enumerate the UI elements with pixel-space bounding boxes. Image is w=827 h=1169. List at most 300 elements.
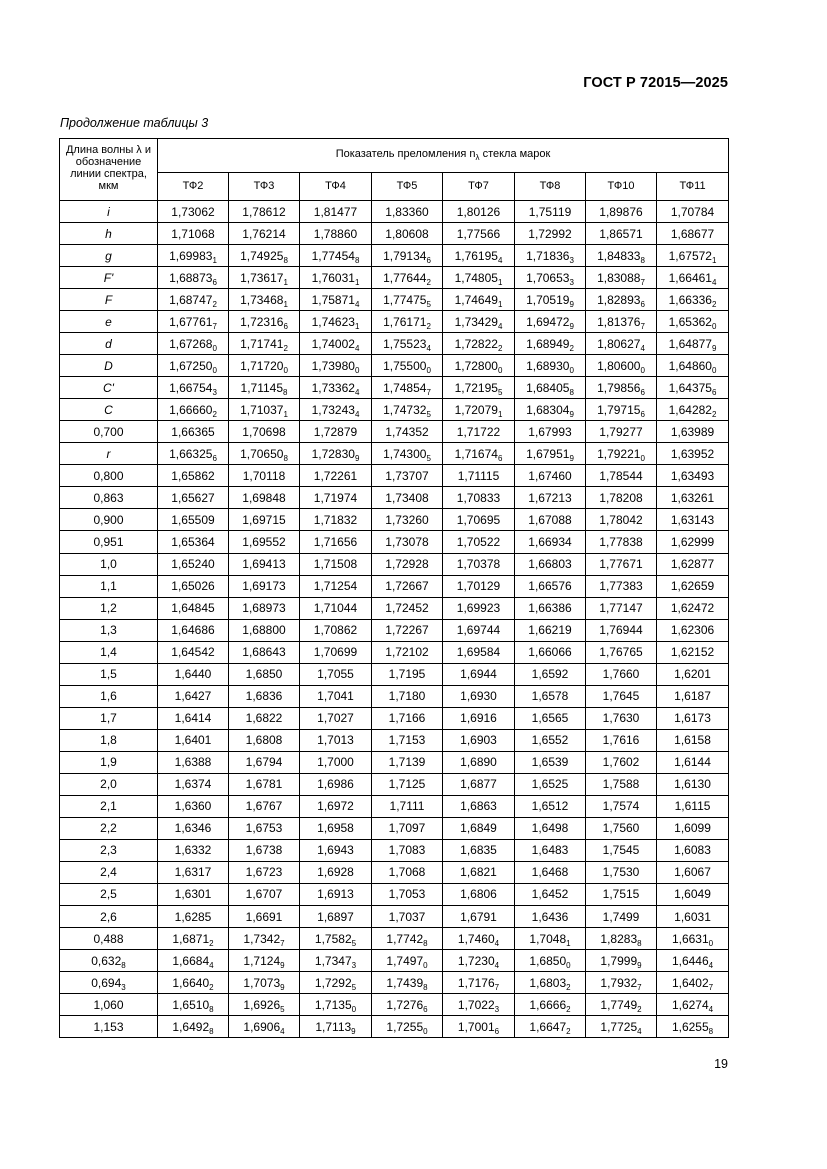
wavelength-cell: C [60,399,158,421]
refractive-index-cell: 1,67213 [515,487,586,509]
refractive-index-cell: 1,6144 [657,751,729,773]
refractive-index-cell: 1,6049 [657,883,729,905]
refractive-index-cell: 1,62999 [657,531,729,553]
wavelength-cell: 1,7 [60,707,158,729]
refractive-index-cell: 1,71974 [300,487,372,509]
refractive-index-cell: $1,64282_2$ [657,399,729,421]
grade-header: ТФ2 [158,172,229,200]
refractive-index-cell: $1,7135_0$ [300,994,372,1016]
wavelength-cell: 2,5 [60,883,158,905]
refractive-index-cell: 1,70378 [443,553,515,575]
refractive-index-cell: 1,71254 [300,575,372,597]
table-row [60,289,729,311]
refractive-index-cell: $1,74925_8$ [229,245,300,267]
refractive-index-cell: $1,74623_1$ [300,311,372,333]
refractive-index-cell: 1,76214 [229,223,300,245]
table-row [60,201,729,223]
refractive-index-cell: 1,69173 [229,575,300,597]
refractive-index-cell: $1,73243_4$ [300,399,372,421]
wavelength-cell: 1,6 [60,685,158,707]
table-row [60,531,729,553]
refractive-index-cell: 1,64686 [158,619,229,641]
refractive-index-cell: 1,6791 [443,906,515,928]
refractive-index-cell: 1,6753 [229,817,300,839]
refractive-index-cell: 1,7630 [586,707,657,729]
refractive-index-cell: $1,70519_9$ [515,289,586,311]
grade-header: ТФ10 [586,172,657,200]
refractive-index-cell: $1,7048_1$ [515,928,586,950]
refractive-index-cell: $1,64860_0$ [657,355,729,377]
refractive-index-cell: 1,7000 [300,751,372,773]
wavelength-cell: d [60,333,158,355]
refractive-index-cell: $1,72830_9$ [300,443,372,465]
refractive-index-cell: 1,7041 [300,685,372,707]
refractive-index-cell: 1,7013 [300,729,372,751]
refractive-index-cell: 1,66219 [515,619,586,641]
refractive-index-cell: $1,77644_2$ [372,267,443,289]
wavelength-cell: D [60,355,158,377]
refractive-index-cell: 1,6972 [300,795,372,817]
refractive-index-cell: $1,75871_4$ [300,289,372,311]
refractive-index-cell: $1,79856_6$ [586,377,657,399]
refractive-index-cell: $1,6640_2$ [158,972,229,994]
refractive-index-cell: 1,69413 [229,553,300,575]
table-row [60,795,729,817]
wavelength-cell: 1,1 [60,575,158,597]
refractive-index-cell: 1,6928 [300,861,372,883]
table-row [60,597,729,619]
refractive-index-cell: 1,6944 [443,663,515,685]
refractive-index-cell: 1,6346 [158,817,229,839]
refractive-index-cell: $1,70653_3$ [515,267,586,289]
refractive-index-cell: 1,7139 [372,751,443,773]
refractive-index-cell: 1,69584 [443,641,515,663]
refractive-index-cell: 1,81477 [300,201,372,223]
refractive-index-cell: 1,71722 [443,421,515,443]
refractive-index-cell: $1,70650_8$ [229,443,300,465]
table-row [60,355,729,377]
refractive-index-cell: 1,6897 [300,906,372,928]
refractive-index-cell: $1,7582_5$ [300,928,372,950]
refractive-index-cell: 1,73260 [372,509,443,531]
refractive-index-cell: 1,6452 [515,883,586,905]
refractive-index-cell: 1,7560 [586,817,657,839]
group-header-subscript: λ [475,153,480,163]
wavelength-cell: 2,2 [60,817,158,839]
refractive-index-cell: $1,8283_8$ [586,928,657,950]
wavelength-cell: 2,6 [60,906,158,928]
refractive-index-cell: 1,72992 [515,223,586,245]
refractive-index-cell: $1,76171_2$ [372,311,443,333]
refractive-index-cell: 1,62472 [657,597,729,619]
refractive-index-cell: $1,6666_2$ [515,994,586,1016]
table-row [60,861,729,883]
refractive-index-cell: 1,6201 [657,663,729,685]
refractive-index-cell: 1,6849 [443,817,515,839]
refractive-index-cell: $1,74732_5$ [372,399,443,421]
refractive-index-cell: 1,6877 [443,773,515,795]
refractive-index-cell: 1,7027 [300,707,372,729]
refractive-index-cell: $1,7001_6$ [443,1016,515,1038]
refractive-index-table [59,138,729,1038]
refractive-index-cell: $1,7347_3$ [300,950,372,972]
refractive-index-cell: $1,67250_0$ [158,355,229,377]
refractive-index-cell: $1,67572_1$ [657,245,729,267]
refractive-index-cell: 1,65364 [158,531,229,553]
refractive-index-cell: 1,72102 [372,641,443,663]
refractive-index-cell: 1,6578 [515,685,586,707]
refractive-index-cell: 1,70862 [300,619,372,641]
refractive-index-cell: 1,63989 [657,421,729,443]
refractive-index-cell: $1,71037_1$ [229,399,300,421]
wavelength-cell: e [60,311,158,333]
refractive-index-cell: 1,7111 [372,795,443,817]
refractive-index-cell: 1,64542 [158,641,229,663]
page-number: 19 [714,1057,728,1071]
refractive-index-cell: $1,66754_3$ [158,377,229,399]
table-continuation-caption: Продолжение таблицы 3 [60,116,209,130]
refractive-index-cell: 1,69715 [229,509,300,531]
refractive-index-cell: 1,63493 [657,465,729,487]
refractive-index-cell: 1,70522 [443,531,515,553]
refractive-index-cell: $1,82893_6$ [586,289,657,311]
grade-header: ТФ5 [372,172,443,200]
refractive-index-cell: 1,64845 [158,597,229,619]
wavelength-cell: $0,632_8$ [60,950,158,972]
refractive-index-cell: $1,67268_0$ [158,333,229,355]
wavelength-cell: 2,1 [60,795,158,817]
wavelength-cell: 1,0 [60,553,158,575]
refractive-index-cell: 1,69744 [443,619,515,641]
refractive-index-cell: $1,68405_8$ [515,377,586,399]
refractive-index-cell: $1,67951_9$ [515,443,586,465]
refractive-index-cell: $1,71741_2$ [229,333,300,355]
refractive-index-cell: $1,72195_5$ [443,377,515,399]
refractive-index-cell: 1,6525 [515,773,586,795]
refractive-index-cell: 1,7616 [586,729,657,751]
grade-header: ТФ11 [657,172,729,200]
refractive-index-cell: 1,63952 [657,443,729,465]
refractive-index-cell: 1,70695 [443,509,515,531]
refractive-index-cell: 1,78612 [229,201,300,223]
refractive-index-cell: 1,6158 [657,729,729,751]
wavelength-cell: 0,863 [60,487,158,509]
refractive-index-cell: 1,7515 [586,883,657,905]
wavelength-cell: 1,8 [60,729,158,751]
refractive-index-cell: 1,77838 [586,531,657,553]
refractive-index-cell: 1,72928 [372,553,443,575]
table-row [60,245,729,267]
refractive-index-cell: 1,70784 [657,201,729,223]
refractive-index-cell: $1,80627_4$ [586,333,657,355]
table-row [60,421,729,443]
wavelength-cell: F [60,289,158,311]
refractive-index-cell: 1,7574 [586,795,657,817]
refractive-index-cell: 1,6332 [158,839,229,861]
wavelength-cell: r [60,443,158,465]
refractive-index-cell: 1,73062 [158,201,229,223]
refractive-index-cell: $1,75500_0$ [372,355,443,377]
table-row [60,707,729,729]
refractive-index-cell: 1,6808 [229,729,300,751]
refractive-index-cell: 1,73707 [372,465,443,487]
refractive-index-cell: 1,76944 [586,619,657,641]
refractive-index-cell: $1,7342_7$ [229,928,300,950]
table-row [60,906,729,928]
wavelength-cell: h [60,223,158,245]
refractive-index-cell: 1,70698 [229,421,300,443]
refractive-index-cell: 1,72452 [372,597,443,619]
refractive-index-cell: 1,6099 [657,817,729,839]
refractive-index-cell: $1,7230_4$ [443,950,515,972]
refractive-index-cell: 1,6498 [515,817,586,839]
refractive-index-cell: 1,6427 [158,685,229,707]
refractive-index-cell: 1,73078 [372,531,443,553]
refractive-index-cell: 1,66066 [515,641,586,663]
refractive-index-cell: $1,7999_9$ [586,950,657,972]
refractive-index-cell: $1,71674_6$ [443,443,515,465]
refractive-index-cell: 1,66386 [515,597,586,619]
refractive-index-cell: $1,71720_0$ [229,355,300,377]
refractive-index-cell: 1,68643 [229,641,300,663]
refractive-index-cell: 1,7180 [372,685,443,707]
refractive-index-cell: 1,6285 [158,906,229,928]
refractive-index-cell: 1,6414 [158,707,229,729]
refractive-index-cell: $1,6402_7$ [657,972,729,994]
refractive-index-cell: $1,74002_4$ [300,333,372,355]
refractive-index-cell: $1,73362_4$ [300,377,372,399]
refractive-index-cell: $1,72316_6$ [229,311,300,333]
refractive-index-cell: 1,65509 [158,509,229,531]
refractive-index-cell: 1,6691 [229,906,300,928]
refractive-index-cell: $1,65362_0$ [657,311,729,333]
refractive-index-cell: 1,7153 [372,729,443,751]
refractive-index-cell: 1,6930 [443,685,515,707]
refractive-index-cell: 1,78208 [586,487,657,509]
table-row [60,223,729,245]
table-row [60,443,729,465]
wavelength-cell: 0,700 [60,421,158,443]
grade-header: ТФ7 [443,172,515,200]
refractive-index-cell: $1,7276_6$ [372,994,443,1016]
refractive-index-cell: 1,6835 [443,839,515,861]
refractive-index-cell: 1,6301 [158,883,229,905]
wavelength-cell: 2,4 [60,861,158,883]
wavelength-cell: 0,900 [60,509,158,531]
table-row [60,575,729,597]
refractive-index-cell: 1,62152 [657,641,729,663]
refractive-index-cell: 1,6738 [229,839,300,861]
refractive-index-cell: 1,80608 [372,223,443,245]
wavelength-cell: 1,9 [60,751,158,773]
refractive-index-cell: $1,74805_1$ [443,267,515,289]
table-row [60,465,729,487]
refractive-index-cell: $1,7932_7$ [586,972,657,994]
refractive-index-cell: $1,7176_7$ [443,972,515,994]
refractive-index-cell: 1,7083 [372,839,443,861]
refractive-index-cell: 1,78544 [586,465,657,487]
refractive-index-cell: 1,6707 [229,883,300,905]
refractive-index-cell: $1,74300_5$ [372,443,443,465]
refractive-index-cell: 1,6173 [657,707,729,729]
group-header-text: Показатель преломления n [335,148,476,161]
refractive-index-cell: 1,6986 [300,773,372,795]
refractive-index-cell: 1,6592 [515,663,586,685]
refractive-index-cell: $1,66336_2$ [657,289,729,311]
table-row [60,685,729,707]
wavelength-cell: 1,5 [60,663,158,685]
refractive-index-cell: 1,6436 [515,906,586,928]
refractive-index-cell: 1,66576 [515,575,586,597]
refractive-index-cell: 1,67088 [515,509,586,531]
refractive-index-cell: 1,71068 [158,223,229,245]
refractive-index-cell: 1,6903 [443,729,515,751]
refractive-index-cell: $1,68747_2$ [158,289,229,311]
table-row [60,773,729,795]
refractive-index-cell: 1,6317 [158,861,229,883]
refractive-index-cell: 1,63143 [657,509,729,531]
refractive-index-cell: 1,89876 [586,201,657,223]
refractive-index-cell: 1,80126 [443,201,515,223]
refractive-index-cell: 1,77383 [586,575,657,597]
refractive-index-cell: 1,7530 [586,861,657,883]
grade-header: ТФ8 [515,172,586,200]
refractive-index-cell: 1,70129 [443,575,515,597]
wavelength-cell: F' [60,267,158,289]
wavelength-cell: $0,694_3$ [60,972,158,994]
table-row [60,972,729,994]
refractive-index-cell: $1,72800_0$ [443,355,515,377]
refractive-index-cell: $1,73468_1$ [229,289,300,311]
refractive-index-cell: 1,70118 [229,465,300,487]
refractive-index-cell: 1,69552 [229,531,300,553]
refractive-index-cell: 1,7068 [372,861,443,883]
table-row [60,619,729,641]
refractive-index-cell: 1,6723 [229,861,300,883]
table-row [60,553,729,575]
refractive-index-cell: 1,65862 [158,465,229,487]
refractive-index-cell: $1,66325_6$ [158,443,229,465]
refractive-index-cell: 1,69848 [229,487,300,509]
refractive-index-cell: $1,7497_0$ [372,950,443,972]
table-row [60,377,729,399]
refractive-index-cell: $1,6255_8$ [657,1016,729,1038]
refractive-index-cell: 1,71656 [300,531,372,553]
refractive-index-cell: 1,67993 [515,421,586,443]
refractive-index-cell: $1,66461_4$ [657,267,729,289]
table-row [60,267,729,289]
refractive-index-cell: 1,6890 [443,751,515,773]
refractive-index-cell: 1,78860 [300,223,372,245]
table-row [60,729,729,751]
refractive-index-cell: $1,73980_0$ [300,355,372,377]
refractive-index-cell: $1,6492_8$ [158,1016,229,1038]
refractive-index-cell: $1,72079_1$ [443,399,515,421]
table-row [60,883,729,905]
refractive-index-cell: 1,6512 [515,795,586,817]
refractive-index-cell: $1,71145_8$ [229,377,300,399]
refractive-index-cell: $1,6906_4$ [229,1016,300,1038]
refractive-index-cell: $1,7255_0$ [372,1016,443,1038]
refractive-index-cell: 1,79277 [586,421,657,443]
refractive-index-cell: 1,7097 [372,817,443,839]
refractive-index-cell: 1,6539 [515,751,586,773]
refractive-index-cell: 1,65026 [158,575,229,597]
refractive-index-cell: $1,6871_2$ [158,928,229,950]
refractive-index-cell: 1,6565 [515,707,586,729]
wavelength-cell: 1,153 [60,1016,158,1038]
refractive-index-cell: $1,79221_0$ [586,443,657,465]
refractive-index-cell: $1,71836_3$ [515,245,586,267]
refractive-index-cell: 1,66803 [515,553,586,575]
refractive-index-cell: $1,7124_9$ [229,950,300,972]
refractive-index-cell: 1,6806 [443,883,515,905]
refractive-index-cell: $1,68873_6$ [158,267,229,289]
table-row [60,928,729,950]
refractive-index-cell: 1,68973 [229,597,300,619]
refractive-index-cell: 1,6388 [158,751,229,773]
refractive-index-cell: $1,69472_9$ [515,311,586,333]
refractive-index-cell: 1,62306 [657,619,729,641]
refractive-index-cell: 1,6115 [657,795,729,817]
refractive-index-cell: 1,62659 [657,575,729,597]
wavelength-cell: 2,3 [60,839,158,861]
refractive-index-cell: $1,7022_3$ [443,994,515,1016]
refractive-index-cell: 1,7588 [586,773,657,795]
refractive-index-cell: 1,7545 [586,839,657,861]
refractive-index-cell: 1,77566 [443,223,515,245]
table-row [60,994,729,1016]
refractive-index-cell: 1,6767 [229,795,300,817]
wavelength-cell: g [60,245,158,267]
wavelength-cell: 2,0 [60,773,158,795]
refractive-index-cell: $1,83088_7$ [586,267,657,289]
refractive-index-cell: 1,6067 [657,861,729,883]
refractive-index-cell: 1,6440 [158,663,229,685]
refractive-index-cell: 1,72261 [300,465,372,487]
refractive-index-cell: 1,7125 [372,773,443,795]
refractive-index-cell: 1,6468 [515,861,586,883]
refractive-index-cell: $1,77475_5$ [372,289,443,311]
refractive-index-cell: $1,7749_2$ [586,994,657,1016]
table-row [60,751,729,773]
table-row [60,950,729,972]
wavelength-cell: C' [60,377,158,399]
wavelength-cell: i [60,201,158,223]
group-header-suffix: стекла марок [482,148,551,161]
table-row [60,311,729,333]
refractive-index-cell: 1,66365 [158,421,229,443]
refractive-index-cell: $1,80600_0$ [586,355,657,377]
refractive-index-cell: 1,6374 [158,773,229,795]
table-row [60,1016,729,1038]
refractive-index-cell: 1,68677 [657,223,729,245]
refractive-index-cell: 1,6821 [443,861,515,883]
table-row [60,399,729,421]
grade-header: ТФ3 [229,172,300,200]
refractive-index-cell: 1,65627 [158,487,229,509]
refractive-index-cell: 1,63261 [657,487,729,509]
grade-header: ТФ4 [300,172,372,200]
table-row [60,641,729,663]
refractive-index-cell: $1,7742_8$ [372,928,443,950]
wavelength-cell: 0,800 [60,465,158,487]
refractive-index-cell: 1,65240 [158,553,229,575]
refractive-index-cell: $1,7725_4$ [586,1016,657,1038]
refractive-index-cell: 1,72667 [372,575,443,597]
refractive-index-cell: $1,75523_4$ [372,333,443,355]
refractive-index-cell: 1,6483 [515,839,586,861]
